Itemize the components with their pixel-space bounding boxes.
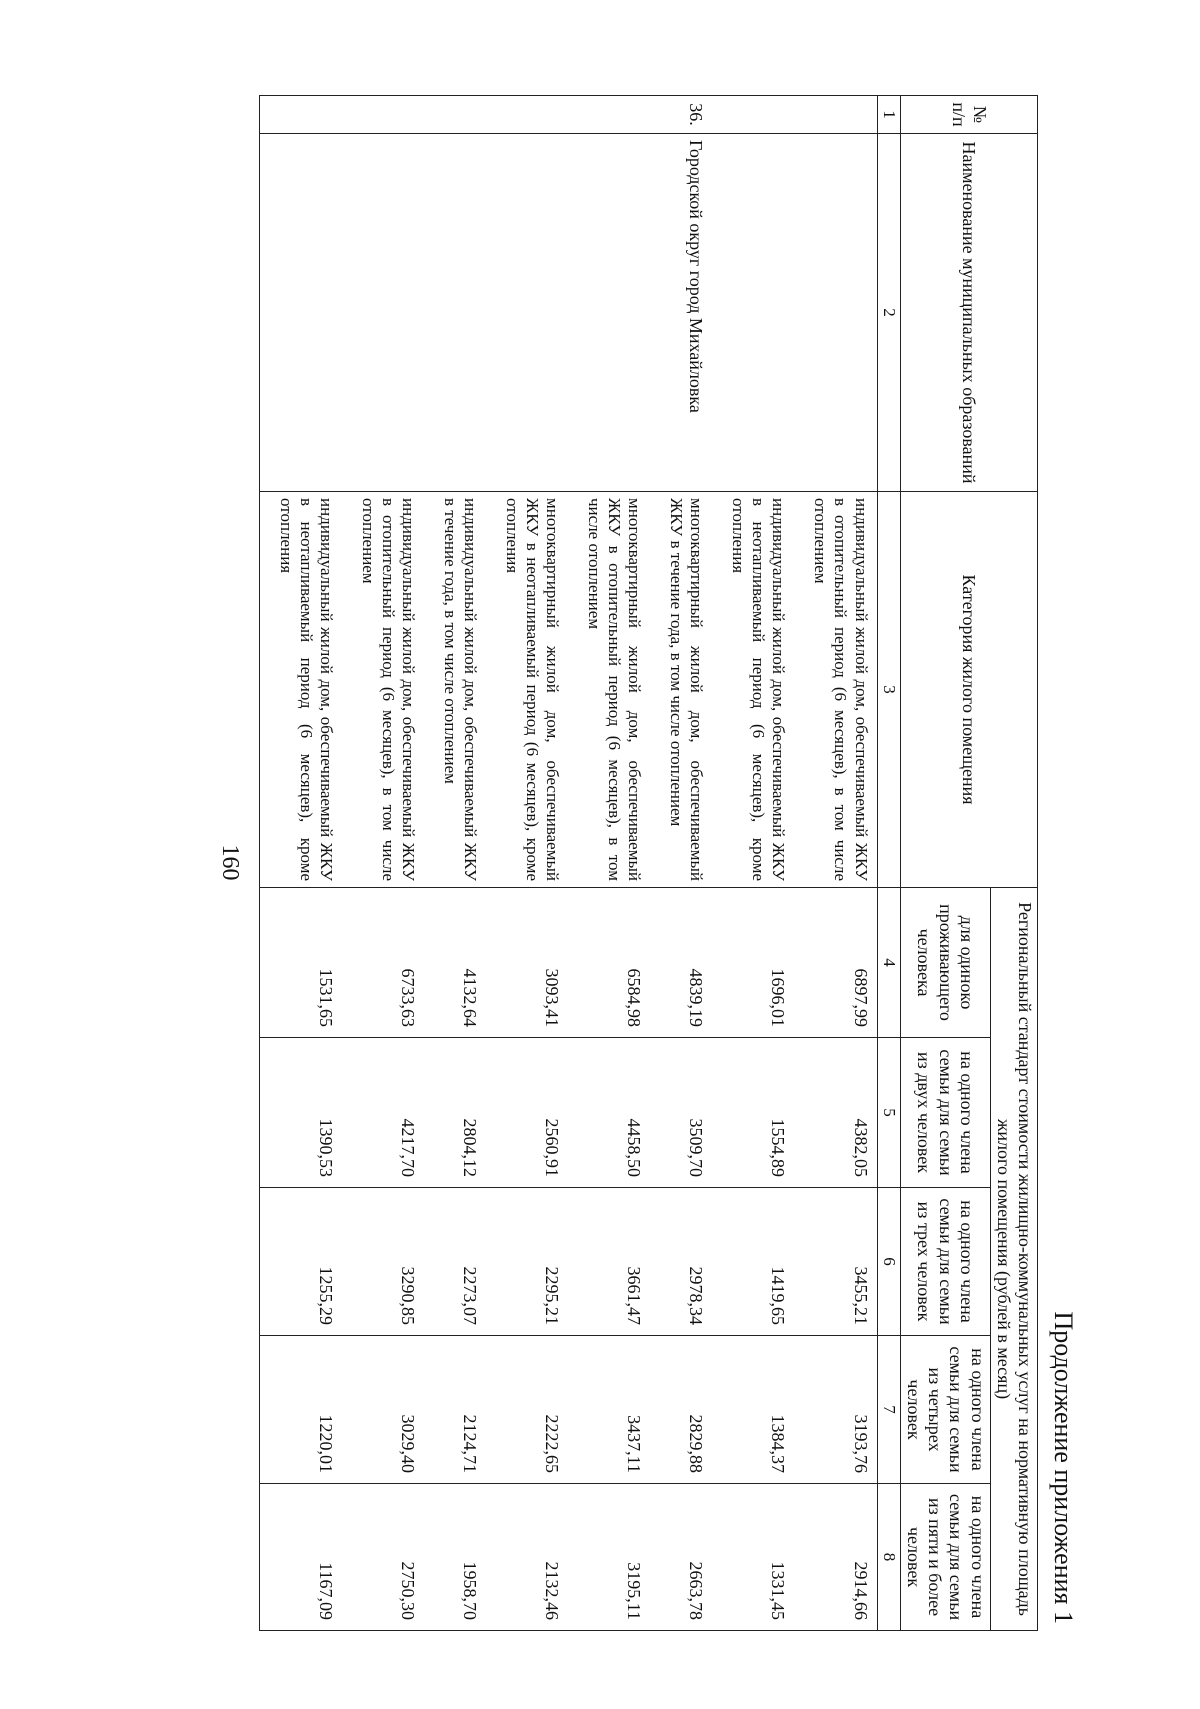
column-number: 3 (877, 492, 900, 888)
municipality-name (486, 134, 568, 492)
value-three: 1255,29 (259, 1188, 342, 1336)
column-number: 1 (877, 96, 900, 134)
value-five-plus: 3195,11 (568, 1484, 650, 1631)
value-two: 1554,89 (712, 1038, 794, 1188)
housing-category: индивидуальный жилой дом, обеспечиваемый ЖКУ в отопительный период (6 месяцев), в том числе отоплением (794, 492, 877, 888)
header-four: на одного члена семьи для семьи из четырех человек (900, 1336, 990, 1484)
value-four: 3193,76 (794, 1336, 877, 1484)
housing-category: многоквартирный жилой дом, обеспечиваемый ЖКУ в отопительный период (6 месяцев), в том числе отоплением (568, 492, 650, 888)
value-single: 6584,98 (568, 888, 650, 1038)
header-category: Категория жилого помещения (900, 492, 1037, 888)
value-two: 4382,05 (794, 1038, 877, 1188)
column-number: 5 (877, 1038, 900, 1188)
value-three: 3455,21 (794, 1188, 877, 1336)
value-two: 3509,70 (650, 1038, 712, 1188)
housing-category: многоквартирный жилой дом, обеспечиваемый ЖКУ в неотапливаемый период (6 месяцев), кроме отопления (486, 492, 568, 888)
value-four: 1220,01 (259, 1336, 342, 1484)
value-single: 1696,01 (712, 888, 794, 1038)
value-four: 2124,71 (424, 1336, 486, 1484)
housing-category: индивидуальный жилой дом, обеспечиваемый ЖКУ в отопительный период (6 месяцев), в том числе отоплением (342, 492, 424, 888)
value-four: 2829,88 (650, 1336, 712, 1484)
housing-cost-table (259, 95, 1038, 1631)
column-number: 7 (877, 1336, 900, 1484)
value-five-plus: 1167,09 (259, 1484, 342, 1631)
row-number (568, 96, 650, 134)
table-row (342, 96, 424, 1631)
value-three: 3661,47 (568, 1188, 650, 1336)
municipality-name (794, 134, 877, 492)
value-two: 1390,53 (259, 1038, 342, 1188)
row-number: 36. (650, 96, 712, 134)
value-five-plus: 2132,46 (486, 1484, 568, 1631)
municipality-name (259, 134, 342, 492)
value-three: 3290,85 (342, 1188, 424, 1336)
column-number: 2 (877, 134, 900, 492)
column-number-row (877, 96, 900, 1631)
value-four: 2222,65 (486, 1336, 568, 1484)
rotated-page (78, 95, 1078, 1630)
row-number (424, 96, 486, 134)
value-single: 6897,99 (794, 888, 877, 1038)
row-number (794, 96, 877, 134)
header-municipality: Наименование муниципальных образований (900, 134, 1037, 492)
header-three: на одного члена семьи для семьи из трех человек (900, 1188, 990, 1336)
value-five-plus: 1331,45 (712, 1484, 794, 1631)
table-row (424, 96, 486, 1631)
value-four: 3029,40 (342, 1336, 424, 1484)
value-single: 4839,19 (650, 888, 712, 1038)
municipality-name (342, 134, 424, 492)
header-group-standard: Региональный стандарт стоимости жилищно-коммунальных услуг на нормативную площадь жилого помещения (рублей в месяц) (990, 888, 1037, 1631)
row-number (342, 96, 424, 134)
row-number (259, 96, 342, 134)
value-five-plus: 1958,70 (424, 1484, 486, 1631)
header-single: для одиноко проживающего человека (900, 888, 990, 1038)
value-three: 2273,07 (424, 1188, 486, 1336)
value-five-plus: 2663,78 (650, 1484, 712, 1631)
value-two: 4458,50 (568, 1038, 650, 1188)
value-four: 1384,37 (712, 1336, 794, 1484)
table-row (650, 96, 712, 1631)
table-row (486, 96, 568, 1631)
column-number: 6 (877, 1188, 900, 1336)
value-five-plus: 2914,66 (794, 1484, 877, 1631)
value-three: 2295,21 (486, 1188, 568, 1336)
value-two: 2804,12 (424, 1038, 486, 1188)
value-single: 3093,41 (486, 888, 568, 1038)
header-two: на одного члена семьи для семьи из двух человек (900, 1038, 990, 1188)
housing-category: многоквартирный жилой дом, обеспечиваемый ЖКУ в течение года, в том числе отоплением (650, 492, 712, 888)
value-four: 3437,11 (568, 1336, 650, 1484)
column-number: 4 (877, 888, 900, 1038)
row-number (712, 96, 794, 134)
value-two: 2560,91 (486, 1038, 568, 1188)
appendix-heading: Продолжение приложения 1 (1049, 1311, 1078, 1624)
page-number: 160 (217, 844, 243, 881)
row-number (486, 96, 568, 134)
value-three: 2978,34 (650, 1188, 712, 1336)
table-row (259, 96, 342, 1631)
value-single: 4132,64 (424, 888, 486, 1038)
municipality-name (568, 134, 650, 492)
table-row (794, 96, 877, 1631)
value-single: 1531,65 (259, 888, 342, 1038)
value-two: 4217,70 (342, 1038, 424, 1188)
housing-category: индивидуальный жилой дом, обеспечиваемый ЖКУ в течение года, в том числе отоплением (424, 492, 486, 888)
value-single: 6733,63 (342, 888, 424, 1038)
table-row (712, 96, 794, 1631)
municipality-name: Городской округ город Михайловка (650, 134, 712, 492)
value-five-plus: 2750,30 (342, 1484, 424, 1631)
header-five-plus: на одного члена семьи для семьи из пяти и более человек (900, 1484, 990, 1631)
value-three: 1419,65 (712, 1188, 794, 1336)
municipality-name (424, 134, 486, 492)
header-no: № п/п (900, 96, 1037, 134)
table-row (568, 96, 650, 1631)
housing-category: индивидуальный жилой дом, обеспечиваемый ЖКУ в неотапливаемый период (6 месяцев), кроме отопления (712, 492, 794, 888)
municipality-name (712, 134, 794, 492)
housing-category: индивидуальный жилой дом, обеспечиваемый ЖКУ в неотапливаемый период (6 месяцев), кроме отопления (259, 492, 342, 888)
column-number: 8 (877, 1484, 900, 1631)
